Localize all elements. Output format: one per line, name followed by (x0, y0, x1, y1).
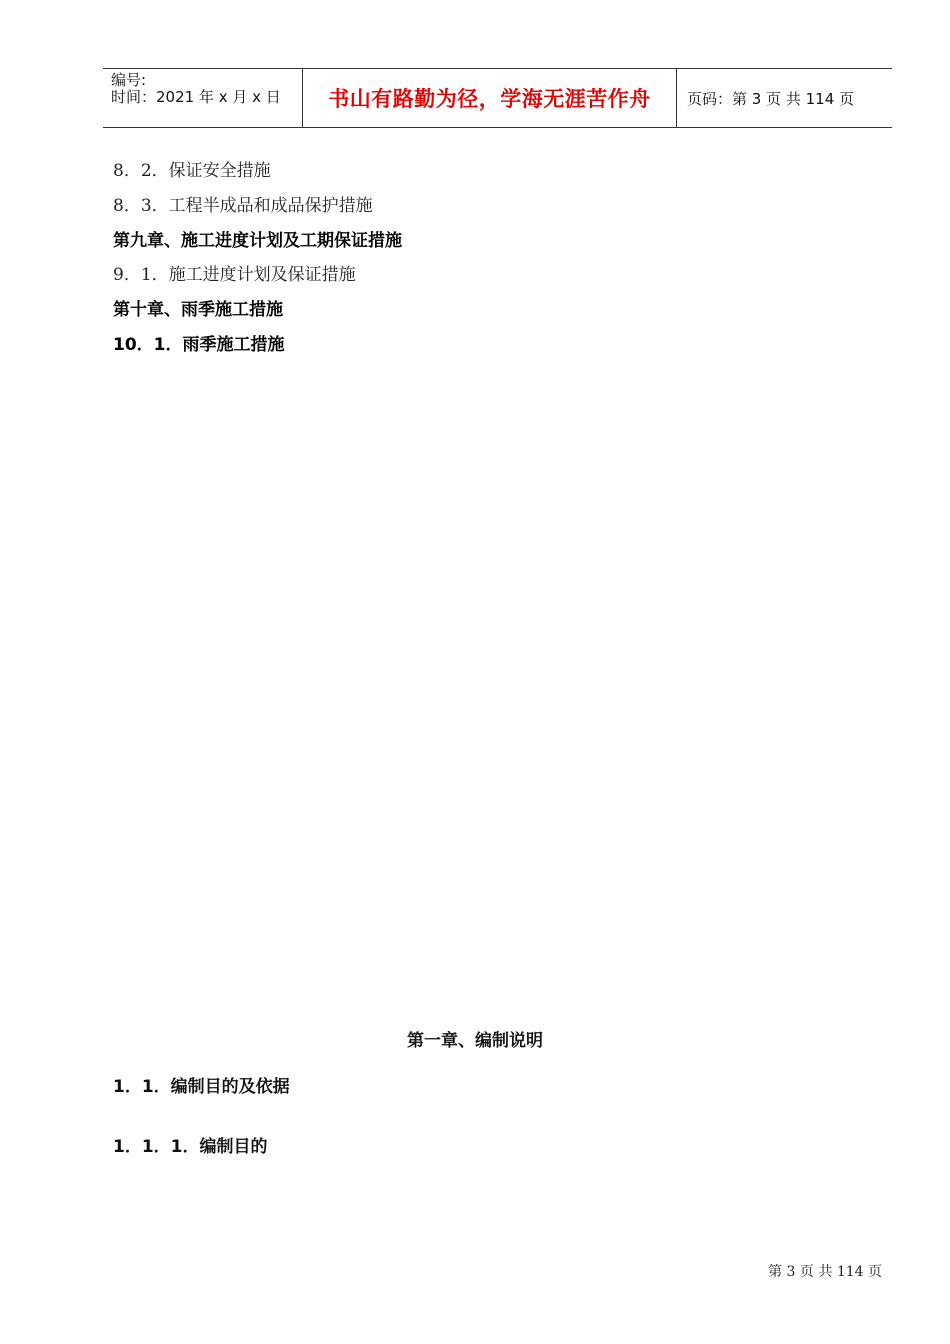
header-motto-cell (303, 69, 677, 127)
section-heading-1-1: 1．1．编制目的及依据 (113, 1077, 290, 1097)
chapter-title: 第一章、编制说明 (407, 1031, 543, 1051)
date-label: 时间：2021 年 x 月 x 日 (111, 88, 281, 106)
motto-text: 书山有路勤为径，学海无涯苦作舟 (328, 87, 651, 111)
page-header (103, 68, 892, 128)
footer-page-number: 第 3 页 共 114 页 (768, 1264, 882, 1280)
section-heading-1-1-1: 1．1．1．编制目的 (113, 1137, 268, 1157)
serial-number-label: 编号: (111, 71, 147, 89)
toc-entry-8-2[interactable]: 8．2．保证安全措施 (113, 161, 271, 181)
header-page-number: 页码：第 3 页 共 114 页 (687, 89, 855, 108)
header-meta-cell (103, 69, 303, 127)
toc-entry-10-1[interactable]: 10．1．雨季施工措施 (113, 335, 285, 355)
toc-entry-8-3[interactable]: 8．3．工程半成品和成品保护措施 (113, 196, 373, 216)
toc-entry-chapter-9[interactable]: 第九章、施工进度计划及工期保证措施 (113, 231, 402, 251)
toc-entry-9-1[interactable]: 9．1．施工进度计划及保证措施 (113, 265, 356, 285)
toc-entry-chapter-10[interactable]: 第十章、雨季施工措施 (113, 300, 283, 320)
header-page-cell (677, 69, 892, 127)
